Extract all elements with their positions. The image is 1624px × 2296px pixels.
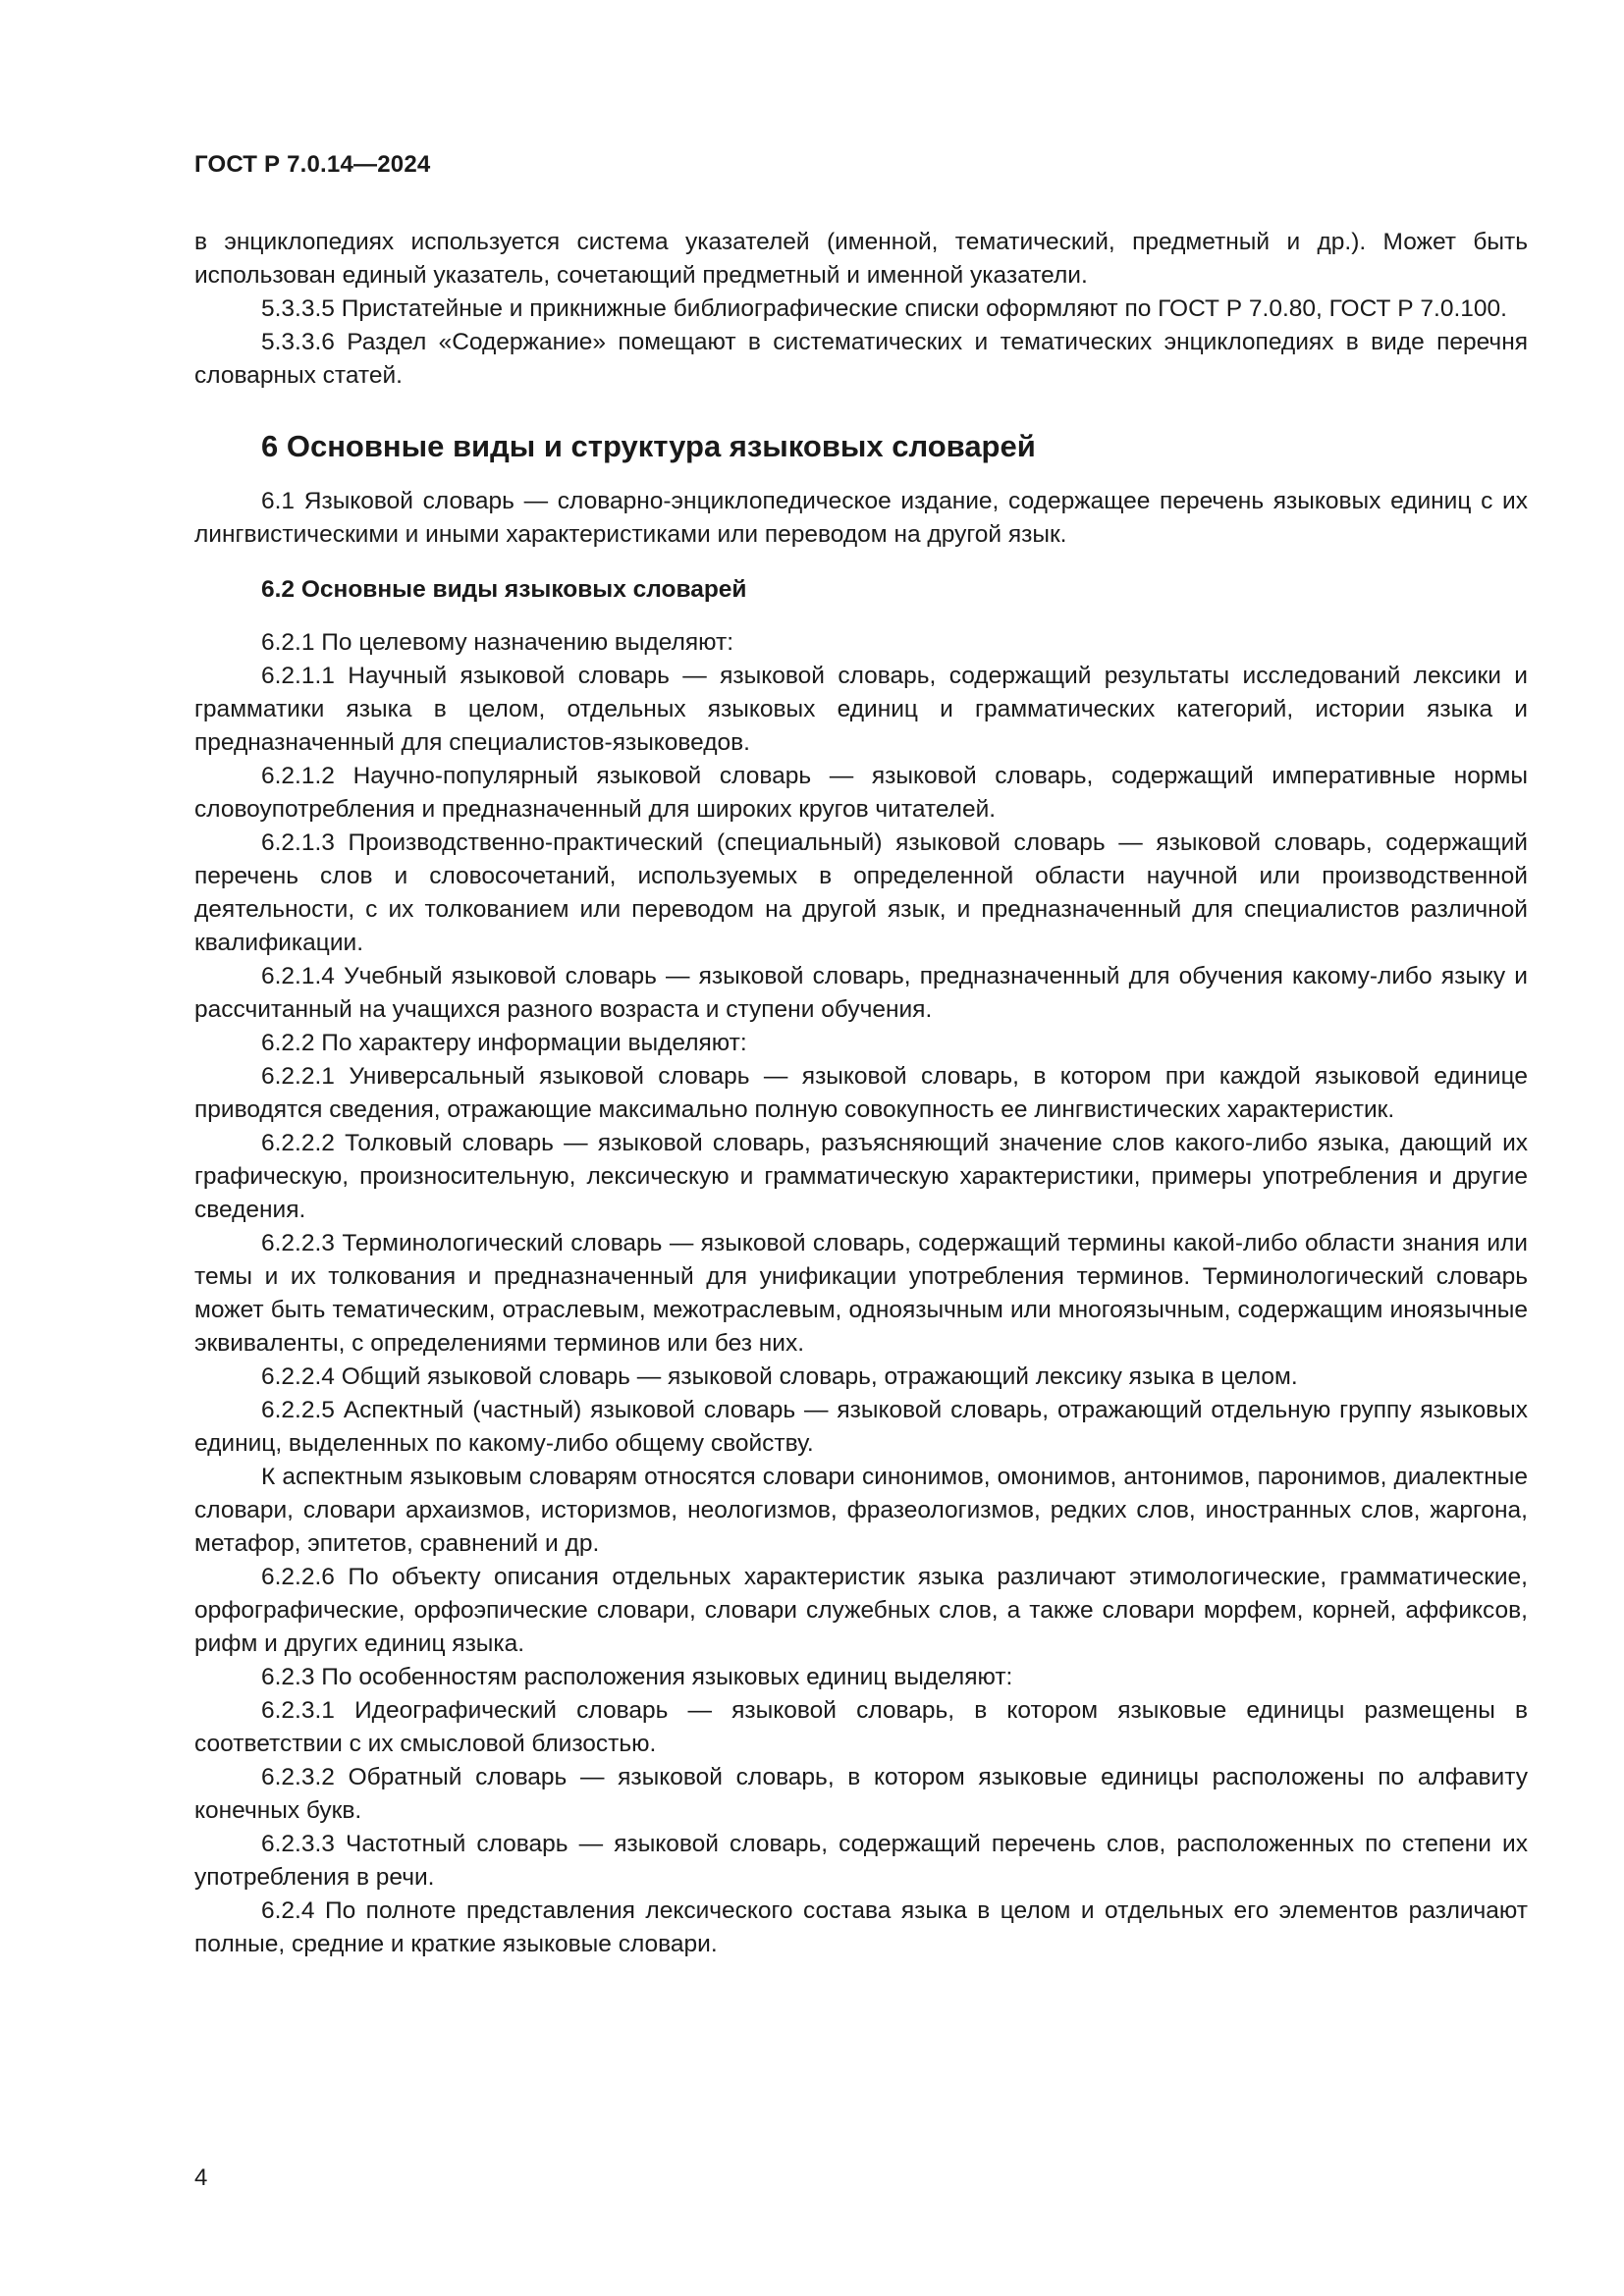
paragraph: К аспектным языковым словарям относятся словари синонимов, омонимов, антонимов, паронимов, диалектные словари, словари архаизмов, историзмов, неологизмов, фразеологизмов, редких слов, иностранных слов, жаргона, метафор, эпитетов, сравнений и др. xyxy=(194,1464,1528,1557)
paragraph: 6.2.2.4 Общий языковой словарь — языковой словарь, отражающий лексику языка в целом. xyxy=(261,1363,1298,1390)
paragraph: 6.2.1.3 Производственно-практический (специальный) языковой словарь — языковой словарь, содержащий перечень слов и словосочетаний, используемых в определенной области научной или производственной деятельности, с их толкованием или переводом на другой язык, и предназначенный для специалистов различной квалификации. xyxy=(194,829,1528,956)
paragraph: 6.2.1.1 Научный языковой словарь — языковой словарь, содержащий результаты исследований лексики и грамматики языка в целом, отдельных языковых единиц и грамматических категорий, истории языка и предназначенный для специалистов-языковедов. xyxy=(194,663,1528,756)
paragraph: 6.2.3 По особенностям расположения языковых единиц выделяют: xyxy=(261,1664,1013,1690)
paragraph: 6.2.2 По характеру информации выделяют: xyxy=(261,1030,747,1056)
paragraph: 6.2.3.2 Обратный словарь — языковой словарь, в котором языковые единицы расположены по алфавиту конечных букв. xyxy=(194,1764,1528,1824)
paragraph: 6.1 Языковой словарь — словарно-энциклопедическое издание, содержащее перечень языковых единиц с их лингвистическими и иными характеристиками или переводом на другой язык. xyxy=(194,488,1528,548)
paragraph: 6.2.2.1 Универсальный языковой словарь — языковой словарь, в котором при каждой языковой единице приводятся сведения, отражающие максимально полную совокупность ее лингвистических характеристик. xyxy=(194,1063,1528,1123)
paragraph: 5.3.3.5 Пристатейные и прикнижные библиографические списки оформляют по ГОСТ Р 7.0.80, ГОСТ Р 7.0.100. xyxy=(261,295,1507,322)
document-code-header: ГОСТ Р 7.0.14—2024 xyxy=(194,151,431,178)
page-number: 4 xyxy=(194,2164,208,2191)
paragraph: 6.2.4 По полноте представления лексического состава языка в целом и отдельных его элементов различают полные, средние и краткие языковые словари. xyxy=(194,1897,1528,1957)
paragraph: 6.2.1.4 Учебный языковой словарь — языковой словарь, предназначенный для обучения какому-либо языку и рассчитанный на учащихся разного возраста и ступени обучения. xyxy=(194,963,1528,1023)
body-text xyxy=(194,226,1528,1961)
paragraph: 6.2.3.3 Частотный словарь — языковой словарь, содержащий перечень слов, расположенных по степени их употребления в речи. xyxy=(194,1831,1528,1891)
paragraph-continuation: в энциклопедиях используется система указателей (именной, тематический, предметный и др.). Может быть использован единый указатель, сочетающий предметный и именной указатели. xyxy=(194,229,1528,289)
paragraph: 6.2.2.3 Терминологический словарь — языковой словарь, содержащий термины какой-либо области знания или темы и их толкования и предназначенный для унификации употребления терминов. Терминологический словарь может быть тематическим, отраслевым, межотраслевым, одноязычным или многоязычным, содержащим иноязычные эквиваленты, с определениями терминов или без них. xyxy=(194,1230,1528,1357)
paragraph: 5.3.3.6 Раздел «Содержание» помещают в систематических и тематических энциклопедиях в виде перечня словарных статей. xyxy=(194,329,1528,389)
paragraph: 6.2.2.2 Толковый словарь — языковой словарь, разъясняющий значение слов какого-либо языка, дающий их графическую, произносительную, лексическую и грамматическую характеристики, примеры употребления и другие сведения. xyxy=(194,1130,1528,1223)
subsection-heading: 6.2 Основные виды языковых словарей xyxy=(261,576,747,603)
paragraph: 6.2.3.1 Идеографический словарь — языковой словарь, в котором языковые единицы размещены в соответствии с их смысловой близостью. xyxy=(194,1697,1528,1757)
paragraph: 6.2.2.6 По объекту описания отдельных характеристик языка различают этимологические, грамматические, орфографические, орфоэпические словари, словари служебных слов, а также словари морфем, корней, аффиксов, рифм и других единиц языка. xyxy=(194,1564,1528,1657)
paragraph: 6.2.1.2 Научно-популярный языковой словарь — языковой словарь, содержащий императивные нормы словоупотребления и предназначенный для широких кругов читателей. xyxy=(194,763,1528,823)
paragraph: 6.2.2.5 Аспектный (частный) языковой словарь — языковой словарь, отражающий отдельную группу языковых единиц, выделенных по какому-либо общему свойству. xyxy=(194,1397,1528,1457)
section-heading: 6 Основные виды и структура языковых словарей xyxy=(261,429,1036,463)
paragraph: 6.2.1 По целевому назначению выделяют: xyxy=(261,629,734,656)
